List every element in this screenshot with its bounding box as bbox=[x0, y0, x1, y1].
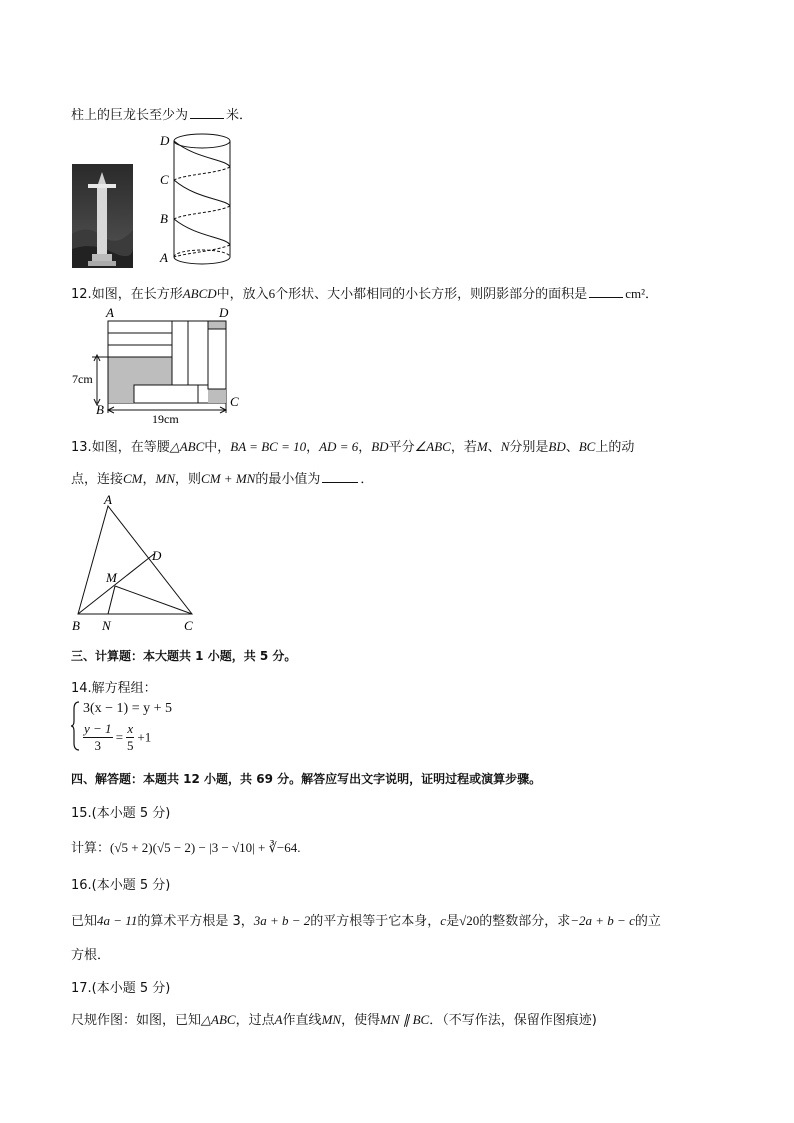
q14-system bbox=[71, 699, 191, 751]
q16-e3: √20 bbox=[459, 913, 480, 928]
q14-eq2-den2: 5 bbox=[127, 738, 134, 753]
q13-text-line2 bbox=[71, 468, 373, 487]
section-3-title: 三、计算题：本大题共 1 小题，共 5 分。 bbox=[71, 649, 297, 663]
q13-cm: CM bbox=[123, 471, 143, 486]
q17-t4: ，使得 bbox=[341, 1013, 381, 1028]
section-4-title: 四、解答题：本题共 12 小题，共 69 分。解答应写出文字说明，证明过程或演算步骤。 bbox=[71, 772, 542, 786]
q15-body bbox=[71, 837, 300, 856]
q14-eq2-den: 3 bbox=[94, 738, 102, 753]
q13-bd2: BD bbox=[548, 439, 566, 454]
q17-t1: 尺规作图：如图，已知 bbox=[71, 1013, 202, 1028]
q13-l2end: ． bbox=[360, 472, 374, 487]
q15-calc-label: 计算： bbox=[71, 841, 111, 856]
q13-p8: 分别是 bbox=[509, 440, 549, 455]
q17-relation: MN ∥ BC bbox=[380, 1012, 430, 1027]
rect-label-d: D bbox=[219, 305, 229, 320]
q13-m: M bbox=[476, 439, 488, 454]
q16-e4: −2a + b − c bbox=[570, 913, 635, 928]
q13-angle: ∠ABC bbox=[414, 439, 451, 454]
q14-eq2-num: y − 1 bbox=[84, 721, 112, 736]
q17-head: 17.(本小题 5 分) bbox=[71, 981, 171, 996]
q16-e1: 4a − 11 bbox=[97, 913, 138, 928]
q13-answer-blank bbox=[322, 481, 358, 483]
q12-answer-blank bbox=[589, 296, 623, 298]
brace-icon bbox=[71, 701, 81, 751]
q17-t3: 作直线 bbox=[282, 1013, 322, 1028]
tri-label-b: B bbox=[72, 618, 80, 633]
q13-n: N bbox=[500, 439, 510, 454]
rect-label-c: C bbox=[230, 394, 239, 409]
q16-c: c bbox=[440, 913, 447, 928]
cyl-label-b: B bbox=[160, 211, 168, 226]
q13-triangle: △ABC bbox=[169, 439, 205, 454]
q11-answer-blank bbox=[190, 117, 224, 119]
pillar-photo bbox=[72, 164, 133, 268]
tri-label-d: D bbox=[152, 548, 162, 563]
tri-label-c: C bbox=[184, 618, 193, 633]
cyl-label-c: C bbox=[160, 172, 169, 187]
q17-a: A bbox=[274, 1012, 283, 1027]
q13-l2c: 的最小值为 bbox=[255, 472, 321, 487]
q13-p6: ，若 bbox=[450, 440, 477, 455]
rect-height-label: 7cm bbox=[72, 372, 93, 386]
q13-l2a: ， bbox=[142, 472, 156, 487]
q13-p1: 如图，在等腰 bbox=[91, 440, 170, 455]
triangle-figure bbox=[68, 494, 208, 634]
cylinder-figure bbox=[156, 129, 236, 269]
q16-t2: 的算术平方根是 3， bbox=[137, 914, 254, 929]
q13-p9: 、 bbox=[565, 440, 579, 455]
q16-line2: 方根． bbox=[71, 948, 111, 963]
tri-label-m: M bbox=[106, 570, 117, 585]
q16-e2: 3a + b − 2 bbox=[253, 913, 311, 928]
q13-expr: CM + MN bbox=[201, 471, 256, 486]
q15-head: 15.(本小题 5 分) bbox=[71, 806, 171, 821]
q12-unit: cm²． bbox=[625, 286, 658, 301]
q13-p10: 上的动 bbox=[595, 440, 635, 455]
q13-bc: BC bbox=[578, 439, 596, 454]
q12-text bbox=[71, 283, 658, 302]
q11-text-pre: 柱上的巨龙长至少为 bbox=[71, 108, 189, 123]
q14-eq2-tail: +1 bbox=[137, 729, 152, 745]
q14-head: 14.解方程组： bbox=[71, 681, 157, 696]
q16-t1: 已知 bbox=[71, 914, 98, 929]
q13-ad-eq: AD = 6 bbox=[319, 439, 359, 454]
q17-mn: MN bbox=[321, 1012, 342, 1027]
q17-t2: ，过点 bbox=[235, 1013, 275, 1028]
q16-t6: 的立 bbox=[634, 914, 661, 929]
q16-line1 bbox=[71, 910, 661, 929]
q16-head: 16.(本小题 5 分) bbox=[71, 878, 171, 893]
rectangle-figure bbox=[70, 303, 250, 427]
q13-bd: BD bbox=[371, 439, 389, 454]
q15-expression: (√5 + 2)(√5 − 2) − |3 − √10| + ∛−64. bbox=[110, 840, 301, 855]
q12-text-post: 个形状、大小都相同的小长方形，则阴影部分的面积是 bbox=[275, 287, 588, 302]
q13-p5: 平分 bbox=[388, 440, 415, 455]
q17-t5: ．（不写作法，保留作图痕迹) bbox=[429, 1013, 597, 1028]
q11-text bbox=[71, 104, 252, 123]
rect-label-b: B bbox=[96, 402, 104, 417]
q12-text-pre: 如图，在长方形 bbox=[91, 287, 183, 302]
rect-label-a: A bbox=[106, 305, 114, 320]
tri-label-n: N bbox=[102, 618, 111, 633]
cyl-label-d: D bbox=[160, 133, 170, 148]
q13-mn: MN bbox=[155, 471, 176, 486]
q14-eq2-num2: x bbox=[127, 721, 134, 736]
rect-width-label: 19cm bbox=[152, 412, 179, 426]
q13-text-line1 bbox=[71, 436, 634, 455]
q14-eq2-eq: = bbox=[115, 729, 124, 745]
q11-text-post: 米． bbox=[226, 108, 253, 123]
q17-body bbox=[71, 1009, 597, 1028]
q13-p3: ， bbox=[306, 440, 320, 455]
q12-abcd: ABCD bbox=[182, 286, 217, 301]
q12-six: 6 bbox=[268, 286, 276, 301]
q12-text-mid: 中，放入 bbox=[216, 287, 269, 302]
q14-eq1: 3(x − 1) = y + 5 bbox=[83, 701, 173, 716]
q13-p4: ， bbox=[358, 440, 372, 455]
q13-p7: 、 bbox=[487, 440, 501, 455]
q16-t5: 的整数部分，求 bbox=[479, 914, 571, 929]
q13-line2-pre: 点，连接 bbox=[71, 472, 124, 487]
q13-number: 13. bbox=[71, 440, 92, 455]
q16-t3: 的平方根等于它本身， bbox=[310, 914, 441, 929]
q16-t4: 是 bbox=[446, 914, 460, 929]
cyl-label-a: A bbox=[160, 250, 168, 265]
q14-eq2 bbox=[83, 721, 151, 754]
tri-label-a: A bbox=[104, 494, 112, 507]
q13-l2b: ，则 bbox=[175, 472, 202, 487]
q13-ba-eq: BA = BC = 10 bbox=[230, 439, 307, 454]
q13-p2: 中， bbox=[204, 440, 231, 455]
q17-triangle: △ABC bbox=[201, 1012, 236, 1027]
q12-number: 12. bbox=[71, 287, 92, 302]
